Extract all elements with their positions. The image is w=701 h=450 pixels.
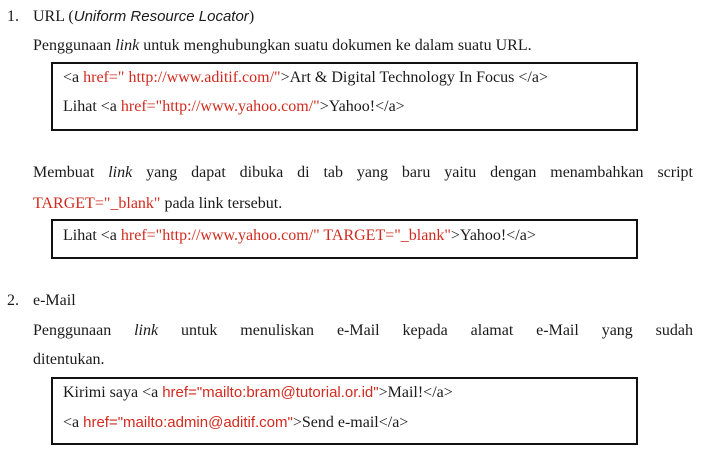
code-text: <a [63, 414, 84, 431]
code-text: <a [63, 69, 84, 86]
title-italic: Uniform Resource Locator [73, 8, 249, 25]
code-text: >Send e-mail</a> [292, 414, 409, 431]
intro-link-word: link [134, 322, 159, 339]
target-blank-paragraph-line2 [33, 195, 282, 213]
code-text: Kirimi saya <a [63, 384, 163, 401]
intro-text-b: untuk menghubungkan suatu dokumen ke dalam suatu URL. [139, 37, 532, 54]
intro-text-a: Penggunaan [33, 37, 116, 54]
para-text-rest: pada link tersebut. [160, 195, 283, 212]
code-line-mail-admin [63, 414, 408, 432]
target-blank-keyword: TARGET="_blank" [33, 195, 161, 212]
section-2-intro [33, 322, 693, 340]
code-box-url [51, 62, 638, 131]
section-2-title: e-Mail [33, 292, 76, 309]
section-2-number: 2. [7, 292, 19, 309]
code-box-target-blank [51, 219, 638, 259]
section-1-intro [33, 37, 532, 55]
code-attr: href="http://www.yahoo.com/" TARGET="_blank" [120, 227, 451, 244]
intro-text-b: untuk menuliskan e-Mail kepada alamat e-Mail yang sudah [158, 322, 694, 339]
code-attr: href="http://www.yahoo.com/" [120, 98, 320, 115]
code-text: >Art & Digital Technology In Focus </a> [280, 69, 548, 86]
title-plain: URL ( [33, 8, 74, 25]
intro-link-word: link [115, 37, 140, 54]
code-line-mail-bram [63, 384, 453, 402]
code-box-mailto [51, 377, 638, 445]
intro-text-a: Penggunaan [33, 322, 135, 339]
code-text: >Yahoo!</a> [319, 98, 405, 115]
code-attr: href=" http://www.aditif.com/" [83, 69, 281, 86]
code-attr: href="mailto:admin@aditif.com" [83, 414, 293, 431]
section-2-intro-line2: ditentukan. [33, 351, 105, 368]
para-link-word: link [108, 164, 133, 181]
target-blank-paragraph [33, 164, 693, 182]
section-1-number: 1. [7, 8, 19, 25]
code-line-aditif [63, 69, 548, 87]
para-text-a: Membuat [33, 164, 109, 181]
title-close: ) [248, 8, 255, 25]
code-line-yahoo [63, 98, 405, 116]
para-text-b: yang dapat dibuka di tab yang baru yaitu dengan menambahkan script [132, 164, 694, 181]
code-text: Lihat <a [63, 98, 121, 115]
code-text: >Yahoo!</a> [450, 227, 536, 244]
code-text: >Mail!</a> [378, 384, 453, 401]
code-line-target-blank [63, 227, 536, 245]
code-text: Lihat <a [63, 227, 121, 244]
code-attr: href="mailto:bram@tutorial.or.id" [162, 384, 379, 401]
section-1-title [33, 8, 254, 26]
